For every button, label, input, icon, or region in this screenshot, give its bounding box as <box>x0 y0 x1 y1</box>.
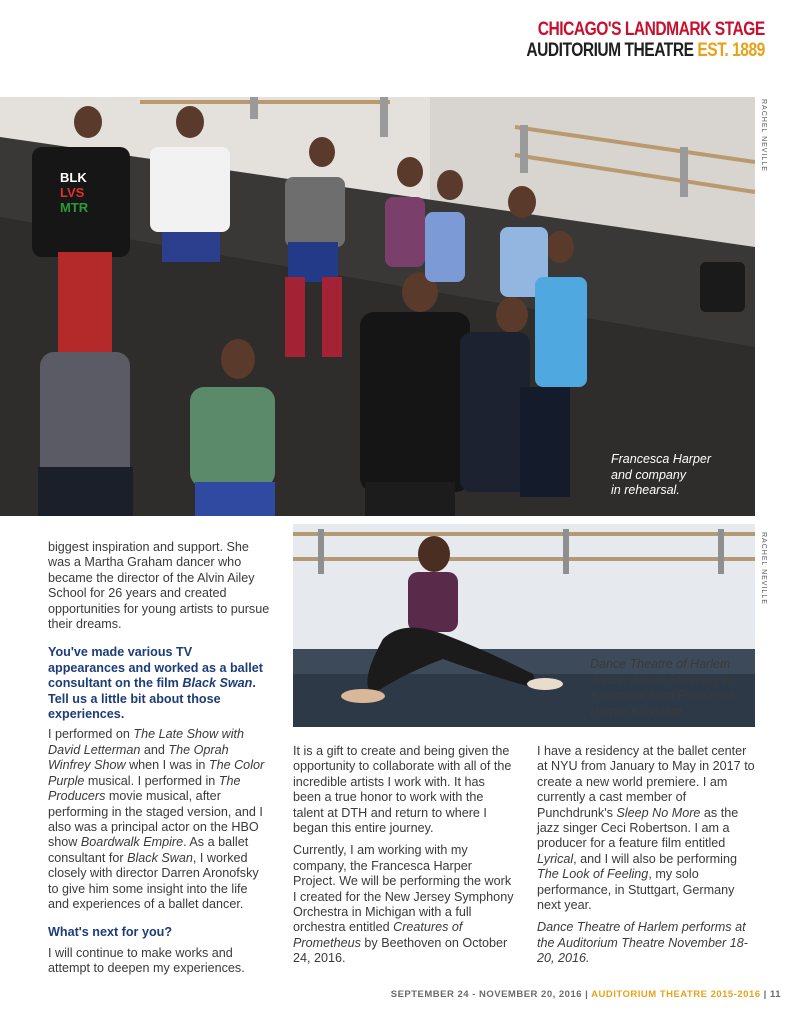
brand-theatre-name: AUDITORIUM THEATRE <box>526 40 694 61</box>
shirt-text-line1: BLK <box>60 170 87 185</box>
caption-line: dancer Alison Stroming in <box>590 672 732 687</box>
article-column-2 <box>293 744 515 974</box>
footer-dates: SEPTEMBER 24 - NOVEMBER 20, 2016 | <box>390 989 589 1000</box>
answer-whats-next: I will continue to make works and attempt to deepen my experiences. <box>48 945 245 976</box>
photo-credit-mid: RACHEL NEVILLE <box>760 532 767 605</box>
page-number: | 11 <box>763 989 781 1000</box>
paragraph-gift: It is a gift to create and being given the opportunity to collaborate with all of the incredible artists I work with. It has been a true honor to work with the talent at DTH and return to where I began this entire journey. <box>293 744 512 836</box>
brand-logo <box>474 20 765 60</box>
shirt-text-line2: LVS <box>60 185 85 200</box>
caption-line: a moment from Francesca <box>590 688 736 702</box>
photo-credit-top: RACHEL NEVILLE <box>760 99 767 172</box>
paragraph-currently: Currently, I am working with my company, the Francesca Harper Project. We will be performing the work I created for the New Jersey Symphony Orchestra in Michigan with a full orchestra entitled Creatures of Prometheus by Beethoven on October 24, 2016. <box>293 843 514 966</box>
shirt-text-line3: MTR <box>60 200 89 215</box>
question-tv-appearances: You've made various TV appearances and worked as a ballet consultant on the film Black Swan. Tell us a little bit about those experiences. <box>48 645 263 722</box>
article-column-3 <box>537 744 757 974</box>
brand-tagline: CHICAGO'S LANDMARK STAGE <box>537 19 765 40</box>
rehearsal-photo <box>0 97 755 516</box>
caption-line: Dance Theatre of Harlem <box>590 657 731 671</box>
dancer-photo <box>293 524 755 727</box>
paragraph-residency: I have a residency at the ballet center at NYU from January to May in 2017 to create a new world premiere. I am currently a cast member of Punchdrunk's Sleep No More as the jazz singer Ceci Robertson. I am a producer for a feature film entitled Lyrical, and I will also be performing The Look of Feeling, my solo performance, in Stuttgart, Germany next year. <box>537 744 755 913</box>
brand-name <box>527 41 765 60</box>
performance-note: Dance Theatre of Harlem performs at the Auditorium Theatre November 18-20, 2016. <box>537 920 748 966</box>
question-whats-next: What's next for you? <box>48 925 173 940</box>
brand-established: EST. 1889 <box>697 40 765 61</box>
intro-paragraph: biggest inspiration and support. She was a Martha Graham dancer who became the director of the Alvin Ailey School for 26 years and created opportunities for young artists to pursue their dreams. <box>48 540 270 632</box>
photo-caption-mid <box>590 657 736 719</box>
caption-line: Harper's System. <box>590 703 686 718</box>
footer-publication: AUDITORIUM THEATRE 2015-2016 <box>591 989 761 1000</box>
caption-line: and company <box>611 467 687 482</box>
article-column-1 <box>48 540 270 984</box>
caption-line: in rehearsal. <box>611 483 680 497</box>
answer-tv-appearances: I performed on The Late Show with David Letterman and The Oprah Winfrey Show when I was in The Color Purple musical. I performed in The Producers movie musical, after performing in the staged version, and I also was a principal actor on the HBO show Boardwalk Empire. As a ballet consultant for Black Swan, I worked closely with director Darren Aronofsky to give him some insight into the life and experiences of a ballet dancer. <box>48 727 265 911</box>
photo-caption-top <box>611 452 711 499</box>
page-footer <box>391 989 781 1000</box>
caption-line: Francesca Harper <box>611 452 712 466</box>
